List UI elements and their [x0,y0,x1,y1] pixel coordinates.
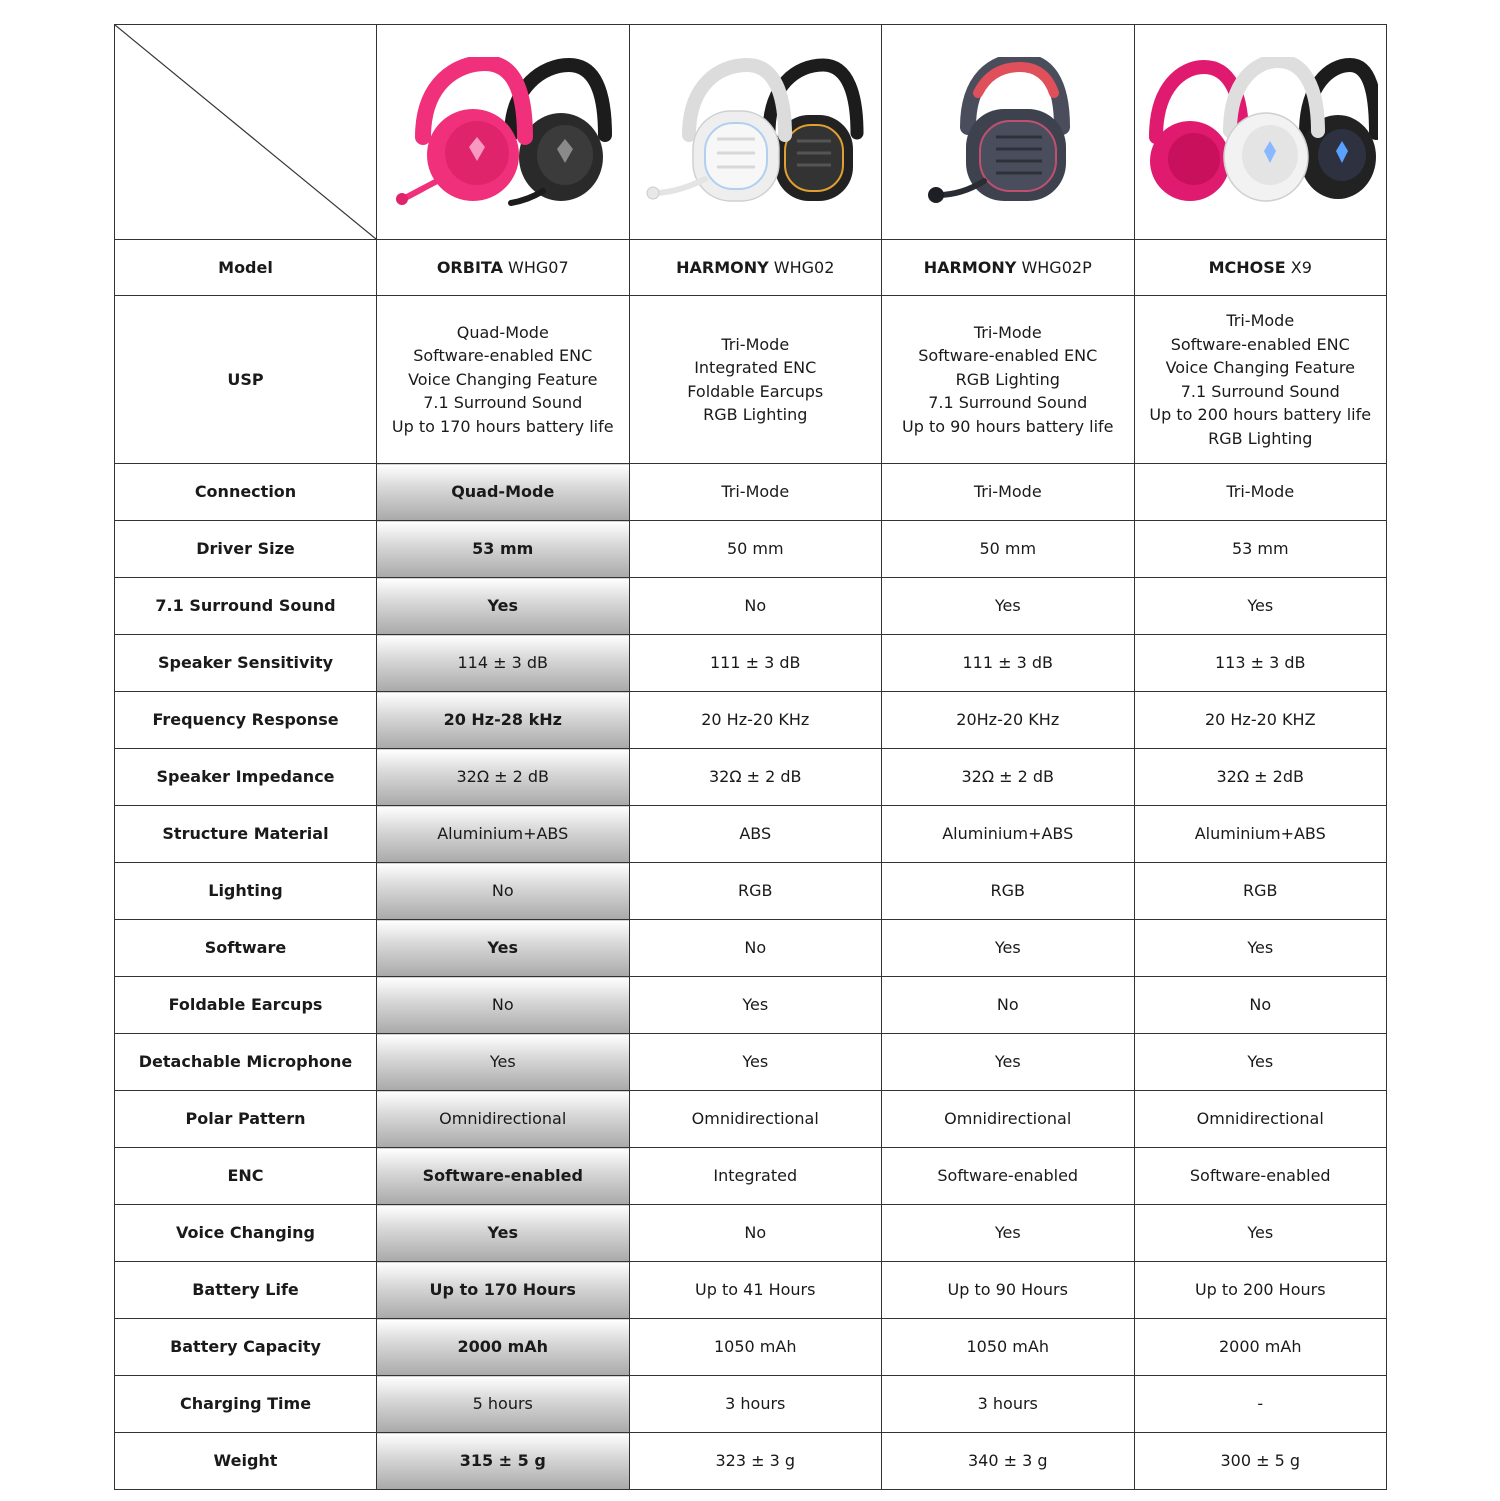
spec-cell: 20 Hz-28 kHz [377,692,630,749]
usp-line: 7.1 Surround Sound [928,393,1088,413]
spec-cell: 114 ± 3 dB [377,635,630,692]
headset-pink-white-black-icon [1142,57,1378,207]
row-label: Detachable Microphone [115,1034,377,1091]
spec-row-charging-time [115,1376,1387,1433]
usp-line: Up to 200 hours battery life [1149,405,1372,424]
usp-line: Voice Changing Feature [408,369,598,389]
spec-row-surround-sound [115,578,1387,635]
spec-cell: Up to 41 Hours [629,1262,882,1319]
spec-cell: Up to 200 Hours [1134,1262,1387,1319]
corner-cell [115,25,377,240]
spec-cell: 20 Hz-20 KHZ [1134,692,1387,749]
row-label: Software [115,920,377,977]
spec-row-structure-material [115,806,1387,863]
row-label: Speaker Impedance [115,749,377,806]
model-cell-harmony-whg02p [882,240,1135,296]
usp-cell-harmony-whg02p [882,296,1135,464]
model-code: X9 [1290,257,1312,277]
spec-row-frequency-response [115,692,1387,749]
spec-cell: 20Hz-20 KHz [882,692,1135,749]
usp-line: Software-enabled ENC [918,346,1098,366]
brand-name: MCHOSE [1208,257,1286,277]
row-label: Battery Life [115,1262,377,1319]
spec-row-lighting [115,863,1387,920]
row-label: Foldable Earcups [115,977,377,1034]
usp-line: Software-enabled ENC [1170,334,1350,354]
spec-cell: Software-enabled [882,1148,1135,1205]
product-image-mchose-x9 [1134,25,1387,240]
usp-line: 7.1 Surround Sound [423,393,583,413]
model-cell-harmony-whg02 [629,240,882,296]
spec-row-detachable-microphone [115,1034,1387,1091]
product-image-harmony-whg02p [882,25,1135,240]
headset-gray-red-icon [898,57,1118,207]
usp-line: Quad-Mode [456,322,549,342]
spec-cell: 3 hours [629,1376,882,1433]
spec-cell: 50 mm [882,521,1135,578]
usp-line: Foldable Earcups [687,381,824,401]
spec-cell: No [629,578,882,635]
spec-cell: Aluminium+ABS [377,806,630,863]
spec-cell: 111 ± 3 dB [629,635,882,692]
model-cell-orbita-whg07 [377,240,630,296]
spec-cell: 53 mm [1134,521,1387,578]
spec-row-speaker-sensitivity [115,635,1387,692]
spec-cell: Yes [882,578,1135,635]
spec-cell: Aluminium+ABS [882,806,1135,863]
spec-cell: No [377,863,630,920]
usp-line: Software-enabled ENC [413,346,593,366]
row-label: Driver Size [115,521,377,578]
spec-cell: Aluminium+ABS [1134,806,1387,863]
spec-cell: 53 mm [377,521,630,578]
spec-row-software [115,920,1387,977]
usp-line: Integrated ENC [694,358,817,377]
spec-row-polar-pattern [115,1091,1387,1148]
spec-row-speaker-impedance [115,749,1387,806]
spec-cell: Yes [629,1034,882,1091]
usp-cell-mchose-x9 [1134,296,1387,464]
spec-cell: No [629,920,882,977]
usp-line: RGB Lighting [955,369,1060,389]
row-label: Voice Changing [115,1205,377,1262]
usp-line: Tri-Mode [1226,311,1295,330]
row-label-model: Model [115,240,377,296]
spec-row-driver-size [115,521,1387,578]
spec-cell: Software-enabled [377,1148,630,1205]
spec-cell: Quad-Mode [377,464,630,521]
spec-cell: 340 ± 3 g [882,1433,1135,1490]
spec-cell: 32Ω ± 2dB [1134,749,1387,806]
model-code: WHG07 [508,257,569,277]
spec-cell: 32Ω ± 2 dB [882,749,1135,806]
spec-cell: RGB [629,863,882,920]
row-label: Polar Pattern [115,1091,377,1148]
spec-cell: 20 Hz-20 KHz [629,692,882,749]
spec-cell: Software-enabled [1134,1148,1387,1205]
spec-cell: 111 ± 3 dB [882,635,1135,692]
spec-cell: ABS [629,806,882,863]
spec-cell: 5 hours [377,1376,630,1433]
row-label: Lighting [115,863,377,920]
brand-name: ORBITA [436,257,503,277]
row-label: Structure Material [115,806,377,863]
spec-cell: Yes [377,1034,630,1091]
usp-line: Tri-Mode [721,334,790,354]
model-code: WHG02 [773,257,835,277]
spec-cell: RGB [882,863,1135,920]
spec-cell: Tri-Mode [629,464,882,521]
model-row [115,240,1387,296]
spec-cell: Yes [1134,1205,1387,1262]
spec-cell: Yes [882,1034,1135,1091]
row-label-usp: USP [115,296,377,464]
spec-cell: Yes [377,920,630,977]
usp-line: RGB Lighting [703,405,808,424]
model-code: WHG02P [1021,257,1092,277]
headset-pink-black-icon [393,57,613,207]
spec-cell: 1050 mAh [882,1319,1135,1376]
row-label: Weight [115,1433,377,1490]
model-cell-mchose-x9 [1134,240,1387,296]
brand-name: HARMONY [923,257,1017,277]
spec-cell: No [882,977,1135,1034]
spec-cell: 50 mm [629,521,882,578]
spec-cell: Yes [377,1205,630,1262]
diagonal-divider-icon [115,25,376,239]
spec-cell: 323 ± 3 g [629,1433,882,1490]
spec-cell: Yes [1134,920,1387,977]
spec-cell: - [1134,1376,1387,1433]
usp-cell-harmony-whg02 [629,296,882,464]
row-label: Speaker Sensitivity [115,635,377,692]
spec-cell: Yes [882,1205,1135,1262]
spec-cell: Up to 170 Hours [377,1262,630,1319]
spec-cell: Omnidirectional [882,1091,1135,1148]
row-label: Battery Capacity [115,1319,377,1376]
row-label: Frequency Response [115,692,377,749]
spec-cell: 315 ± 5 g [377,1433,630,1490]
spec-row-connection [115,464,1387,521]
spec-cell: 32Ω ± 2 dB [377,749,630,806]
row-label: 7.1 Surround Sound [115,578,377,635]
spec-row-foldable-earcups [115,977,1387,1034]
product-image-harmony-whg02 [629,25,882,240]
spec-cell: Yes [1134,1034,1387,1091]
spec-cell: Tri-Mode [882,464,1135,521]
usp-line: RGB Lighting [1208,428,1313,448]
spec-cell: 1050 mAh [629,1319,882,1376]
image-row [115,25,1387,240]
spec-cell: Yes [1134,578,1387,635]
spec-row-battery-capacity [115,1319,1387,1376]
spec-cell: 2000 mAh [1134,1319,1387,1376]
spec-row-weight [115,1433,1387,1490]
spec-cell: Integrated [629,1148,882,1205]
spec-cell: Omnidirectional [629,1091,882,1148]
row-label: Charging Time [115,1376,377,1433]
usp-line: 7.1 Surround Sound [1180,381,1340,401]
spec-cell: 32Ω ± 2 dB [629,749,882,806]
spec-row-voice-changing [115,1205,1387,1262]
spec-cell: Up to 90 Hours [882,1262,1135,1319]
spec-cell: 300 ± 5 g [1134,1433,1387,1490]
comparison-table [114,24,1387,1490]
product-image-orbita-whg07 [377,25,630,240]
spec-row-enc [115,1148,1387,1205]
usp-line: Up to 90 hours battery life [902,416,1114,436]
usp-line: Up to 170 hours battery life [391,416,614,436]
spec-cell: 2000 mAh [377,1319,630,1376]
spec-cell: Omnidirectional [377,1091,630,1148]
spec-cell: No [629,1205,882,1262]
spec-cell: Omnidirectional [1134,1091,1387,1148]
spec-cell: No [1134,977,1387,1034]
spec-cell: Tri-Mode [1134,464,1387,521]
spec-row-battery-life [115,1262,1387,1319]
brand-name: HARMONY [676,257,769,277]
spec-cell: Yes [629,977,882,1034]
spec-cell: 113 ± 3 dB [1134,635,1387,692]
usp-row [115,296,1387,464]
spec-cell: No [377,977,630,1034]
usp-cell-orbita-whg07 [377,296,630,464]
spec-cell: Yes [882,920,1135,977]
spec-cell: RGB [1134,863,1387,920]
spec-cell: Yes [377,578,630,635]
usp-line: Voice Changing Feature [1165,358,1355,377]
headset-white-black-icon [645,57,865,207]
spec-cell: 3 hours [882,1376,1135,1433]
row-label: Connection [115,464,377,521]
row-label: ENC [115,1148,377,1205]
usp-line: Tri-Mode [973,322,1042,342]
